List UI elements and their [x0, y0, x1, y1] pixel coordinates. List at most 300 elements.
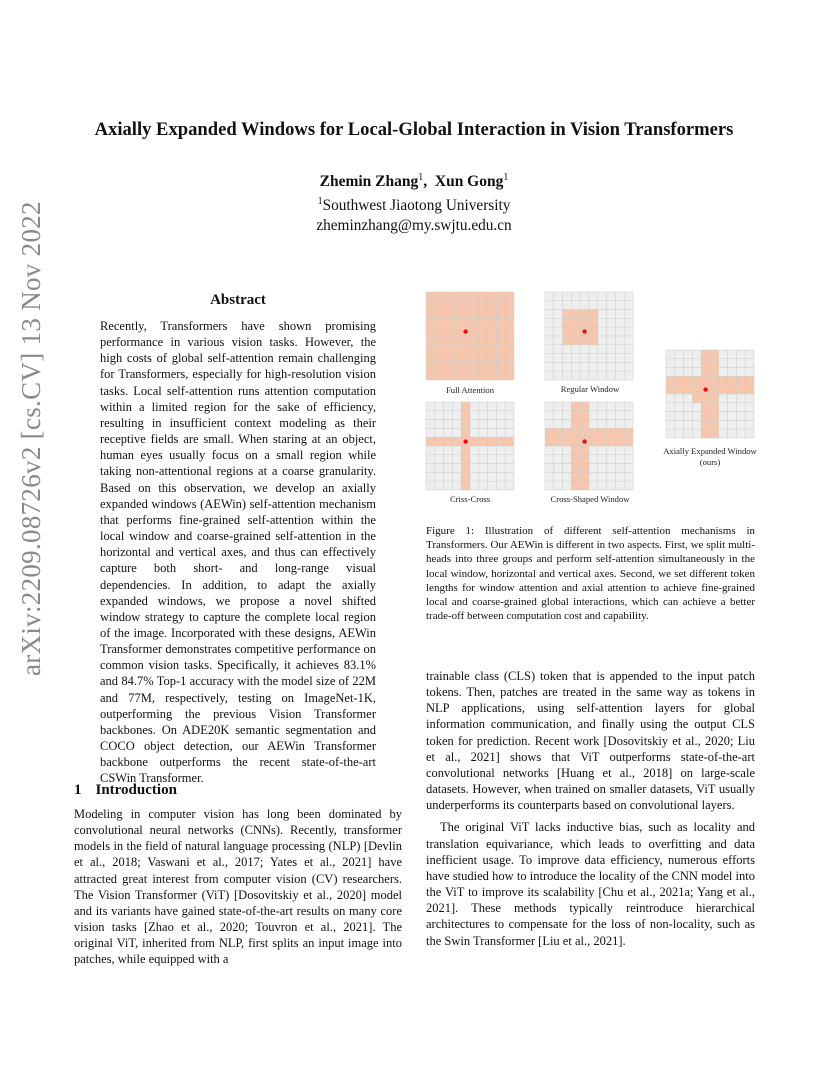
grid-cell — [563, 455, 572, 464]
grid-cell — [470, 310, 479, 319]
grid-cell — [435, 362, 444, 371]
grid-cell — [563, 362, 572, 371]
grid-cell — [684, 412, 693, 421]
grid-cell — [426, 345, 435, 354]
grid-cell — [479, 336, 488, 345]
grid-cell — [426, 472, 435, 481]
grid-cell — [624, 481, 633, 490]
grid-cell — [426, 336, 435, 345]
grid-cell — [745, 394, 754, 403]
grid-cell — [624, 411, 633, 420]
grid-cell — [589, 354, 598, 363]
grid-cell — [554, 371, 563, 380]
grid-cell — [452, 402, 461, 411]
grid-cell — [488, 354, 497, 363]
grid-cell — [692, 420, 701, 429]
grid-cell — [710, 412, 719, 421]
grid-cell — [615, 402, 624, 411]
grid-cell — [571, 402, 580, 411]
grid-cell — [488, 318, 497, 327]
grid-cell — [701, 350, 710, 359]
grid-cell — [505, 371, 514, 380]
grid-cell — [435, 318, 444, 327]
grid-cell — [684, 403, 693, 412]
grid-cell — [426, 318, 435, 327]
figure-1 — [420, 288, 760, 513]
grid-cell — [452, 446, 461, 455]
query-token-dot — [582, 439, 586, 443]
grid-cell — [461, 428, 470, 437]
grid-cell — [505, 446, 514, 455]
grid-cell — [701, 394, 710, 403]
grid-cell — [444, 446, 453, 455]
grid-panel-crisscross — [426, 402, 514, 490]
grid-cell — [444, 327, 453, 336]
grid-cell — [615, 481, 624, 490]
grid-cell — [426, 420, 435, 429]
grid-cell — [684, 350, 693, 359]
grid-cell — [571, 310, 580, 319]
grid-cell — [615, 318, 624, 327]
grid-cell — [470, 318, 479, 327]
grid-cell — [554, 318, 563, 327]
grid-cell — [745, 385, 754, 394]
grid-cell — [692, 359, 701, 368]
grid-cell — [452, 472, 461, 481]
grid-cell — [426, 354, 435, 363]
grid-cell — [615, 428, 624, 437]
grid-cell — [666, 368, 675, 377]
grid-cell — [488, 455, 497, 464]
grid-cell — [426, 292, 435, 301]
grid-cell — [607, 402, 616, 411]
grid-cell — [710, 403, 719, 412]
grid-cell — [554, 345, 563, 354]
grid-cell — [435, 327, 444, 336]
grid-cell — [479, 292, 488, 301]
grid-cell — [488, 420, 497, 429]
grid-cell — [461, 292, 470, 301]
grid-cell — [607, 318, 616, 327]
grid-cell — [435, 437, 444, 446]
grid-cell — [496, 446, 505, 455]
grid-cell — [444, 464, 453, 473]
grid-cell — [435, 345, 444, 354]
query-token-dot — [703, 387, 707, 391]
grid-cell — [479, 420, 488, 429]
grid-cell — [598, 402, 607, 411]
grid-cell — [496, 354, 505, 363]
grid-cell — [589, 318, 598, 327]
grid-cell — [435, 420, 444, 429]
grid-cell — [488, 327, 497, 336]
grid-cell — [461, 345, 470, 354]
grid-cell — [488, 437, 497, 446]
grid-cell — [461, 420, 470, 429]
grid-cell — [545, 420, 554, 429]
grid-cell — [710, 350, 719, 359]
grid-cell — [675, 376, 684, 385]
grid-cell — [435, 481, 444, 490]
grid-cell — [675, 368, 684, 377]
grid-cell — [719, 420, 728, 429]
grid-cell — [479, 318, 488, 327]
grid-cell — [563, 481, 572, 490]
grid-cell — [607, 455, 616, 464]
grid-cell — [554, 472, 563, 481]
grid-cell — [624, 301, 633, 310]
grid-cell — [488, 446, 497, 455]
author-affil-mark: 1 — [503, 172, 509, 183]
grid-cell — [545, 428, 554, 437]
grid-cell — [719, 385, 728, 394]
grid-cell — [461, 455, 470, 464]
grid-cell — [461, 481, 470, 490]
attention-diagram — [420, 288, 760, 513]
grid-cell — [461, 336, 470, 345]
grid-cell — [666, 359, 675, 368]
query-token-dot — [582, 329, 586, 333]
grid-cell — [615, 362, 624, 371]
grid-cell — [505, 336, 514, 345]
abstract-heading: Abstract — [210, 292, 266, 308]
grid-cell — [563, 464, 572, 473]
grid-cell — [589, 455, 598, 464]
grid-cell — [710, 420, 719, 429]
grid-cell — [461, 362, 470, 371]
grid-cell — [589, 446, 598, 455]
grid-cell — [580, 292, 589, 301]
grid-cell — [666, 420, 675, 429]
grid-cell — [589, 420, 598, 429]
grid-cell — [589, 428, 598, 437]
grid-cell — [496, 310, 505, 319]
grid-cell — [571, 371, 580, 380]
grid-cell — [444, 420, 453, 429]
grid-cell — [589, 327, 598, 336]
grid-cell — [545, 371, 554, 380]
grid-cell — [545, 327, 554, 336]
panel-label: Cross-Shaped Window — [550, 494, 630, 504]
grid-cell — [745, 403, 754, 412]
panel-label: Axially Expanded Window (ours) — [663, 446, 757, 467]
grid-cell — [488, 336, 497, 345]
grid-cell — [580, 301, 589, 310]
grid-cell — [545, 345, 554, 354]
grid-cell — [488, 464, 497, 473]
grid-cell — [571, 446, 580, 455]
grid-cell — [598, 336, 607, 345]
grid-cell — [470, 428, 479, 437]
grid-cell — [426, 371, 435, 380]
query-token-dot — [463, 439, 467, 443]
grid-cell — [554, 437, 563, 446]
grid-cell — [554, 310, 563, 319]
grid-cell — [589, 411, 598, 420]
grid-cell — [444, 310, 453, 319]
grid-cell — [692, 385, 701, 394]
grid-cell — [745, 429, 754, 438]
grid-cell — [488, 411, 497, 420]
grid-cell — [452, 292, 461, 301]
grid-cell — [505, 301, 514, 310]
grid-cell — [571, 354, 580, 363]
grid-cell — [675, 350, 684, 359]
grid-cell — [589, 402, 598, 411]
grid-cell — [470, 420, 479, 429]
grid-cell — [435, 464, 444, 473]
grid-cell — [461, 472, 470, 481]
right-column-text — [426, 668, 755, 949]
grid-cell — [607, 481, 616, 490]
grid-cell — [545, 464, 554, 473]
grid-cell — [580, 472, 589, 481]
grid-cell — [563, 411, 572, 420]
grid-cell — [589, 481, 598, 490]
grid-cell — [496, 371, 505, 380]
grid-cell — [701, 368, 710, 377]
grid-cell — [580, 446, 589, 455]
grid-cell — [488, 292, 497, 301]
grid-cell — [444, 301, 453, 310]
grid-cell — [554, 428, 563, 437]
grid-cell — [589, 472, 598, 481]
intro-text: Modeling in computer vision has long been dominated by convolutional neural networks (CNNs). Recently, transformer models in the field of natural language processing (NLP) [Devlin et al., 2018; Vaswani et al., 2017; Yates et al., 2021] have attracted great interest from computer vision (CV) researchers. The Vision Transformer (ViT) [Dosovitskiy et al., 2020] model and its variants have gained state-of-the-art results on many core vision tasks [Zhao et al., 2020; Touvron et al., 2021]. The original ViT, inherited from NLP, first splits an input image into patches, while equipped with a — [74, 807, 402, 967]
grid-cell — [589, 437, 598, 446]
grid-cell — [607, 345, 616, 354]
grid-cell — [452, 481, 461, 490]
grid-cell — [624, 437, 633, 446]
grid-cell — [496, 402, 505, 411]
grid-cell — [615, 411, 624, 420]
grid-cell — [505, 428, 514, 437]
grid-cell — [615, 327, 624, 336]
grid-cell — [461, 354, 470, 363]
grid-cell — [580, 420, 589, 429]
grid-cell — [554, 402, 563, 411]
grid-cell — [607, 362, 616, 371]
grid-cell — [728, 359, 737, 368]
grid-cell — [479, 301, 488, 310]
grid-cell — [479, 402, 488, 411]
grid-cell — [470, 336, 479, 345]
grid-cell — [598, 327, 607, 336]
grid-cell — [545, 301, 554, 310]
grid-cell — [470, 464, 479, 473]
grid-cell — [598, 464, 607, 473]
grid-cell — [571, 345, 580, 354]
grid-cell — [728, 420, 737, 429]
grid-cell — [563, 371, 572, 380]
grid-cell — [545, 336, 554, 345]
grid-cell — [452, 318, 461, 327]
grid-cell — [684, 368, 693, 377]
grid-cell — [624, 371, 633, 380]
grid-cell — [571, 336, 580, 345]
grid-cell — [745, 368, 754, 377]
grid-cell — [684, 429, 693, 438]
grid-cell — [719, 403, 728, 412]
panel-label: Regular Window — [560, 384, 620, 394]
grid-cell — [624, 345, 633, 354]
paragraph: trainable class (CLS) token that is appended to the input patch tokens. Then, patches are treated in the same way as tokens in NLP applications, using self-attention layers for global information communication, and finally using the output CLS token for prediction. Recent work [Dosovitskiy et al., 2020; Liu et al., 2021] shows that ViT outperforms state-of-the-art convolutional networks [Huang et al., 2018] on large-scale datasets. However, when trained on smaller datasets, ViT usually underperforms its counterparts based on convolutional layers. — [426, 669, 755, 813]
grid-cell — [563, 428, 572, 437]
grid-cell — [426, 402, 435, 411]
grid-cell — [598, 301, 607, 310]
grid-cell — [607, 420, 616, 429]
grid-cell — [571, 481, 580, 490]
grid-cell — [452, 354, 461, 363]
figure-caption: Figure 1: Illustration of different self-attention mechanisms in Transformers. Our AEWin is different in two aspects. First, we split multi-heads into three groups and perform self-attention simultaneously in the local window, horizontal and vertical axes. Second, we set different token lengths for window attention and axial attention to achieve fine-grained local and coarse-grained global interactions, which can achieve a better trade-off between computation cost and capability. — [426, 525, 755, 623]
grid-cell — [607, 464, 616, 473]
grid-cell — [461, 446, 470, 455]
grid-cell — [607, 336, 616, 345]
grid-cell — [615, 446, 624, 455]
grid-cell — [545, 318, 554, 327]
grid-cell — [452, 345, 461, 354]
grid-cell — [580, 411, 589, 420]
grid-cell — [452, 428, 461, 437]
grid-cell — [728, 376, 737, 385]
grid-cell — [505, 464, 514, 473]
grid-cell — [470, 301, 479, 310]
grid-cell — [496, 428, 505, 437]
grid-cell — [426, 310, 435, 319]
grid-cell — [452, 455, 461, 464]
author-separator: , — [423, 173, 428, 190]
grid-cell — [607, 371, 616, 380]
grid-cell — [505, 345, 514, 354]
grid-cell — [470, 327, 479, 336]
grid-cell — [554, 362, 563, 371]
grid-cell — [545, 472, 554, 481]
grid-cell — [580, 428, 589, 437]
grid-cell — [496, 292, 505, 301]
grid-cell — [624, 318, 633, 327]
grid-cell — [598, 420, 607, 429]
grid-cell — [470, 437, 479, 446]
grid-cell — [545, 354, 554, 363]
grid-cell — [598, 446, 607, 455]
author-list — [0, 173, 828, 191]
grid-cell — [624, 420, 633, 429]
grid-cell — [426, 481, 435, 490]
grid-cell — [444, 428, 453, 437]
grid-cell — [728, 350, 737, 359]
grid-cell — [452, 310, 461, 319]
author-name: Zhemin Zhang — [319, 173, 419, 190]
grid-cell — [470, 354, 479, 363]
grid-cell — [607, 446, 616, 455]
grid-cell — [598, 345, 607, 354]
grid-cell — [692, 376, 701, 385]
grid-cell — [496, 481, 505, 490]
grid-cell — [479, 481, 488, 490]
grid-cell — [580, 371, 589, 380]
grid-cell — [452, 301, 461, 310]
grid-cell — [580, 362, 589, 371]
grid-cell — [571, 437, 580, 446]
grid-cell — [470, 402, 479, 411]
grid-cell — [505, 411, 514, 420]
grid-cell — [624, 402, 633, 411]
grid-cell — [580, 481, 589, 490]
grid-cell — [571, 362, 580, 371]
grid-cell — [488, 428, 497, 437]
author-email: zheminzhang@my.swjtu.edu.cn — [316, 217, 512, 234]
grid-cell — [736, 420, 745, 429]
grid-cell — [745, 359, 754, 368]
grid-cell — [554, 301, 563, 310]
grid-cell — [684, 420, 693, 429]
grid-cell — [488, 472, 497, 481]
grid-cell — [545, 310, 554, 319]
grid-cell — [624, 310, 633, 319]
grid-cell — [461, 310, 470, 319]
grid-cell — [505, 362, 514, 371]
grid-cell — [563, 472, 572, 481]
grid-cell — [624, 362, 633, 371]
grid-cell — [444, 336, 453, 345]
grid-cell — [624, 327, 633, 336]
grid-cell — [615, 420, 624, 429]
grid-cell — [479, 411, 488, 420]
grid-cell — [701, 412, 710, 421]
grid-cell — [496, 362, 505, 371]
grid-cell — [479, 428, 488, 437]
author-name: Xun Gong — [434, 173, 504, 190]
grid-cell — [554, 446, 563, 455]
grid-cell — [684, 376, 693, 385]
grid-cell — [615, 371, 624, 380]
grid-cell — [496, 472, 505, 481]
grid-cell — [607, 301, 616, 310]
grid-cell — [461, 318, 470, 327]
grid-cell — [745, 350, 754, 359]
grid-cell — [496, 318, 505, 327]
grid-cell — [435, 411, 444, 420]
grid-cell — [598, 310, 607, 319]
grid-cell — [563, 318, 572, 327]
grid-cell — [745, 376, 754, 385]
grid-cell — [728, 403, 737, 412]
grid-cell — [435, 446, 444, 455]
grid-cell — [598, 455, 607, 464]
grid-cell — [554, 336, 563, 345]
grid-cell — [719, 359, 728, 368]
grid-cell — [426, 301, 435, 310]
grid-cell — [615, 336, 624, 345]
grid-cell — [479, 455, 488, 464]
grid-cell — [470, 411, 479, 420]
grid-cell — [554, 455, 563, 464]
grid-cell — [736, 429, 745, 438]
grid-cell — [505, 402, 514, 411]
grid-cell — [563, 420, 572, 429]
grid-cell — [479, 464, 488, 473]
grid-cell — [496, 455, 505, 464]
grid-cell — [554, 327, 563, 336]
grid-cell — [444, 472, 453, 481]
grid-cell — [452, 336, 461, 345]
grid-cell — [479, 472, 488, 481]
grid-cell — [444, 292, 453, 301]
grid-cell — [488, 345, 497, 354]
grid-cell — [563, 301, 572, 310]
grid-cell — [435, 455, 444, 464]
grid-cell — [545, 455, 554, 464]
grid-cell — [496, 420, 505, 429]
